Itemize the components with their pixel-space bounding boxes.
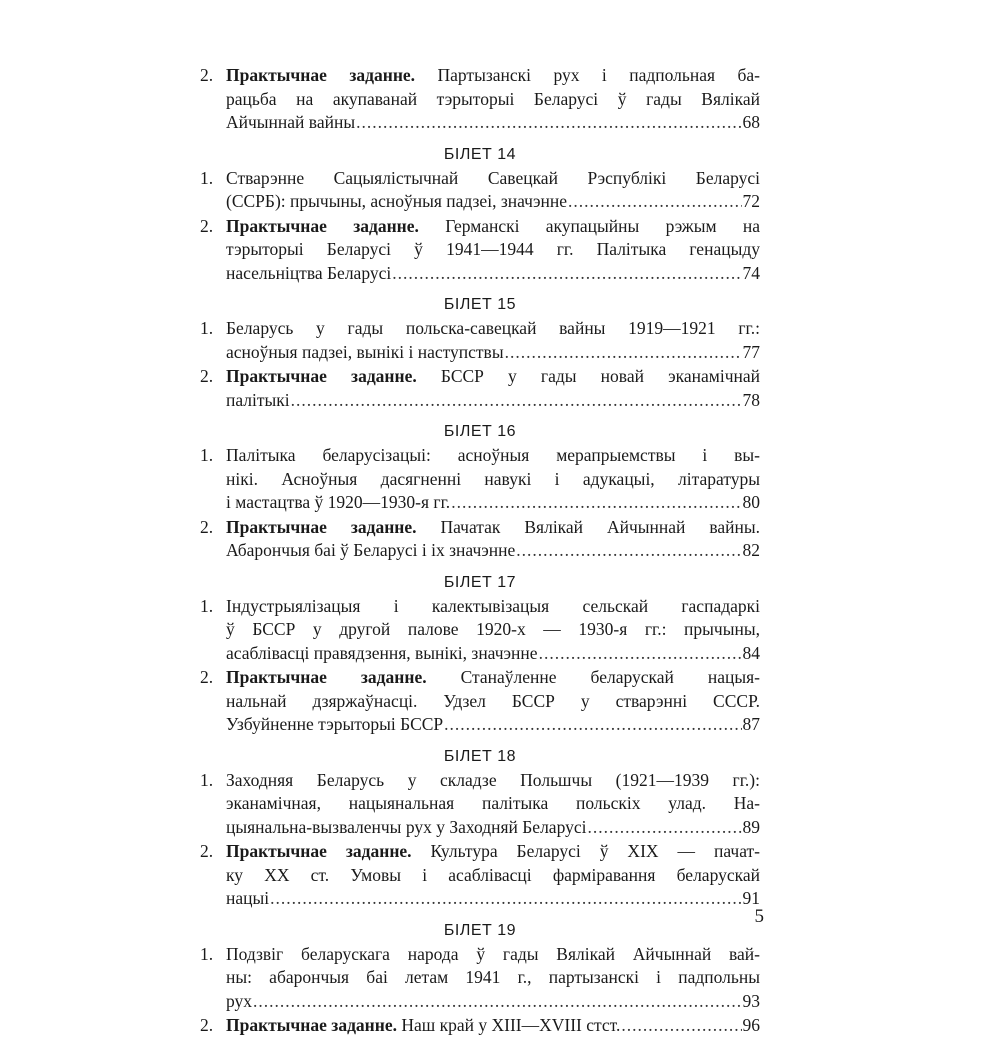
entry-line	[226, 444, 760, 468]
toc-entry	[200, 516, 760, 563]
entry-line	[226, 88, 760, 112]
line-text: Партызанскі рух і падпольная ба-	[415, 65, 760, 85]
line-text: ны: абарончыя баі летам 1941 г., партызанскі і падпольны	[226, 967, 760, 987]
toc-entry	[200, 317, 760, 364]
line-text: (ССРБ): прычыны, асноўныя падзеі, значэнне	[226, 191, 567, 211]
entry-last-line	[226, 190, 760, 214]
line-text: Беларусь у гады польска-савецкай вайны 1919—1921 гг.:	[226, 318, 760, 338]
line-text: Абарончыя баі ў Беларусі і іх значэнне	[226, 540, 516, 560]
toc-entry	[200, 215, 760, 286]
toc-entry	[200, 769, 760, 840]
ticket-heading: БІЛЕТ 14	[443, 145, 517, 163]
entry-text	[226, 215, 760, 286]
entry-last-line	[226, 539, 760, 563]
entry-page-number: 96	[742, 1015, 760, 1035]
entry-page-number: 93	[742, 990, 760, 1011]
dot-leader	[505, 341, 742, 365]
toc-entry	[200, 666, 760, 737]
dot-leader	[253, 990, 741, 1014]
last-line-text	[226, 111, 355, 135]
dot-leader	[270, 887, 741, 911]
line-text: рух	[226, 990, 253, 1011]
task-label: Практычнае заданне.	[226, 215, 419, 236]
entry-line	[226, 238, 760, 262]
entry-text	[226, 943, 760, 1014]
entry-page-number: 68	[742, 112, 760, 132]
entry-number: 1.	[200, 445, 214, 465]
entry-number: 2.	[200, 516, 214, 537]
entry-number: 1.	[200, 769, 214, 790]
entry-number: 2.	[200, 215, 214, 236]
entry-page-number: 89	[742, 816, 760, 837]
line-text: Германскі акупацыйны рэжым на	[418, 215, 760, 236]
task-label: Практычнае заданне.	[226, 841, 412, 861]
dot-leader	[451, 491, 741, 515]
line-text: эканамічная, нацыянальная палітыка польскіх улад. На-	[226, 793, 760, 813]
entry-last-line	[226, 389, 760, 413]
ticket-heading: БІЛЕТ 16	[443, 423, 517, 440]
line-text: цыянальна-вызваленчы рух у Заходняй Беларусі	[226, 816, 587, 837]
last-line-text	[226, 190, 567, 214]
entry-last-line	[226, 262, 760, 286]
entry-number: 1.	[200, 318, 214, 338]
line-text: асноўныя падзеі, вынікі і наступствы	[226, 341, 504, 362]
page-number: 5	[754, 906, 764, 927]
entry-text	[226, 769, 760, 840]
entry-number: 2.	[200, 65, 214, 85]
dot-leader	[516, 539, 741, 563]
line-text: Заходняя Беларусь у складзе Польшчы (1921—1939 гг.):	[226, 769, 760, 790]
line-text: БССР у гады новай эканамічнай	[416, 366, 760, 386]
entry-last-line	[226, 111, 760, 135]
entry-page-number: 74	[742, 262, 760, 283]
entry-last-line	[226, 642, 760, 666]
entry-page-number: 91	[742, 888, 760, 908]
dot-leader	[568, 190, 742, 214]
entry-number: 2.	[200, 366, 214, 386]
entry-last-line	[226, 713, 760, 737]
entry-text	[226, 317, 760, 364]
entry-text	[226, 167, 760, 214]
task-label: Практычнае заданне.	[226, 1015, 397, 1035]
line-text: ку XX ст. Умовы і асаблівасці фарміравання беларускай	[226, 864, 760, 885]
line-text: палітыкі	[226, 389, 290, 410]
last-line-text	[226, 816, 586, 840]
entry-line	[226, 666, 760, 690]
entry-text	[226, 444, 760, 515]
task-label: Практычнае заданне.	[226, 516, 417, 537]
entry-line	[226, 966, 760, 990]
line-text: нальнай дзяржаўнасці. Удзел БССР у стварэнні СССР.	[226, 690, 760, 711]
dot-leader	[291, 389, 742, 413]
entry-text	[226, 595, 760, 666]
entry-last-line	[226, 1014, 760, 1038]
last-line-text	[226, 642, 538, 666]
entry-page-number: 80	[742, 492, 760, 512]
dot-leader	[587, 816, 741, 840]
entry-page-number: 84	[742, 642, 760, 663]
line-text: Культура Беларусі ў XIX — пачат-	[411, 841, 760, 861]
last-line-text	[226, 389, 290, 413]
entry-line	[226, 365, 760, 389]
last-line-text	[226, 262, 391, 286]
entry-line	[226, 215, 760, 239]
entry-line	[226, 943, 760, 967]
entry-line	[226, 167, 760, 191]
entry-line	[226, 840, 760, 864]
line-text: ў БССР у другой палове 1920-х — 1930-я гг.: прычыны,	[226, 619, 760, 639]
dot-leader	[621, 1014, 741, 1038]
last-line-text	[226, 539, 515, 563]
entry-text	[226, 840, 760, 911]
toc-entry	[200, 840, 760, 911]
dot-leader	[356, 111, 741, 135]
dot-leader	[392, 262, 741, 286]
entry-number: 1.	[200, 595, 214, 616]
line-text: тэрыторыі Беларусі ў 1941—1944 гг. Палітыка генацыду	[226, 239, 760, 259]
last-line-text	[226, 341, 504, 365]
toc-entry	[200, 1014, 760, 1038]
ticket-heading: БІЛЕТ 18	[443, 747, 517, 765]
entry-page-number: 77	[742, 341, 760, 362]
entry-last-line	[226, 491, 760, 515]
entry-last-line	[226, 990, 760, 1014]
entry-line	[226, 769, 760, 793]
entry-page-number: 72	[742, 191, 760, 211]
entry-text	[226, 666, 760, 737]
ticket-heading: БІЛЕТ 15	[443, 296, 517, 313]
entry-line	[226, 792, 760, 816]
entry-number: 2.	[200, 1015, 214, 1035]
entry-text	[226, 365, 760, 412]
entry-line	[226, 618, 760, 642]
line-text: Айчыннай вайны	[226, 112, 356, 132]
line-text: Пачатак Вялікай Айчыннай вайны.	[416, 516, 760, 537]
line-text: рацьба на акупаванай тэрыторыі Беларусі ў гады Вялікай	[226, 88, 760, 109]
entry-line	[226, 317, 760, 341]
entry-number: 1.	[200, 943, 214, 964]
line-text: насельніцтва Беларусі	[226, 262, 392, 283]
entry-page-number: 82	[742, 540, 760, 560]
toc-entry	[200, 943, 760, 1014]
task-label: Практычнае заданне.	[226, 667, 427, 687]
line-text: і мастацтва ў 1920—1930-я гг.	[226, 492, 451, 512]
task-label: Практычнае заданне.	[226, 366, 417, 386]
line-text: Палітыка беларусізацыі: асноўныя мерапрыемствы і вы-	[226, 445, 760, 465]
toc-entry	[200, 64, 760, 135]
toc-entry	[200, 167, 760, 214]
entry-line	[226, 690, 760, 714]
task-label: Практычнае заданне.	[226, 65, 416, 85]
dot-leader	[539, 642, 742, 666]
line-text: Подзвіг беларускага народа ў гады Вялікай Айчыннай вай-	[226, 943, 760, 964]
last-line-text	[226, 887, 269, 911]
entry-text	[226, 1014, 760, 1038]
entry-number: 1.	[200, 167, 214, 188]
dot-leader	[444, 713, 741, 737]
entry-number: 2.	[200, 667, 214, 687]
entry-last-line	[226, 816, 760, 840]
entry-last-line	[226, 341, 760, 365]
last-line-text	[226, 990, 252, 1014]
last-line-text	[226, 1014, 620, 1038]
entry-text	[226, 516, 760, 563]
line-text: нікі. Асноўныя дасягненні навукі і адукацыі, літаратуры	[226, 468, 760, 489]
entry-line	[226, 516, 760, 540]
toc-entry	[200, 595, 760, 666]
ticket-heading: БІЛЕТ 19	[443, 921, 517, 939]
entry-line	[226, 468, 760, 492]
entry-page-number: 78	[742, 389, 760, 410]
last-line-text	[226, 491, 450, 515]
toc-entry	[200, 444, 760, 515]
line-text: Наш край у XIII—XVIII стст.	[396, 1015, 621, 1035]
ticket-heading: БІЛЕТ 17	[443, 573, 517, 591]
line-text: Індустрыялізацыя і калектывізацыя сельскай гаспадаркі	[226, 595, 760, 616]
line-text: асаблівасці правядзення, вынікі, значэнне	[226, 642, 538, 663]
entry-text	[226, 64, 760, 135]
entry-line	[226, 595, 760, 619]
entry-page-number: 87	[742, 714, 760, 734]
entry-last-line	[226, 887, 760, 911]
last-line-text	[226, 713, 443, 737]
toc-entry	[200, 365, 760, 412]
entry-line	[226, 864, 760, 888]
table-of-contents	[200, 64, 760, 1039]
line-text: Станаўленне беларускай нацыя-	[426, 667, 760, 687]
line-text: Узбуйненне тэрыторыі БССР	[226, 714, 444, 734]
entry-number: 2.	[200, 841, 214, 861]
entry-line	[226, 64, 760, 88]
line-text: нацыі	[226, 888, 270, 908]
line-text: Стварэнне Сацыялістычнай Савецкай Рэспублікі Беларусі	[226, 167, 760, 188]
